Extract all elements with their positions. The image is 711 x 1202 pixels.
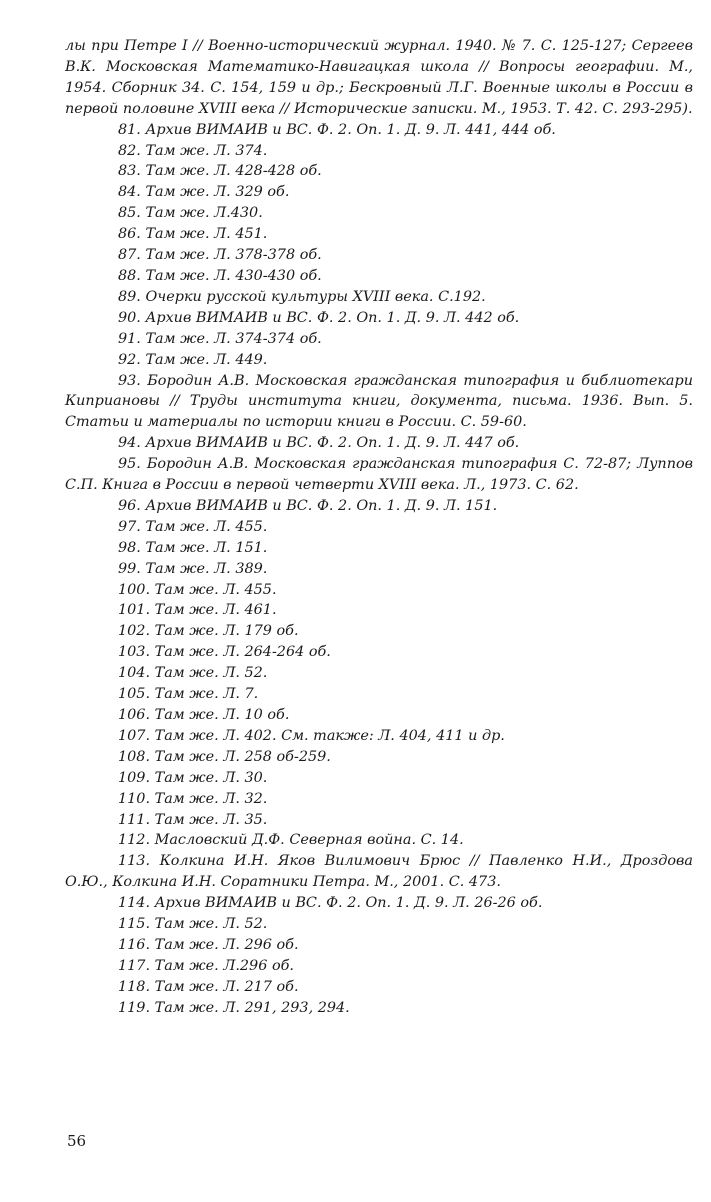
endnote: 105. Там же. Л. 7. bbox=[118, 686, 259, 703]
endnote: 83. Там же. Л. 428-428 об. bbox=[118, 163, 322, 180]
endnote: 85. Там же. Л.430. bbox=[118, 205, 263, 222]
endnote: 84. Там же. Л. 329 об. bbox=[118, 184, 290, 201]
endnote: 108. Там же. Л. 258 об-259. bbox=[118, 748, 331, 765]
endnote: 99. Там же. Л. 389. bbox=[118, 560, 268, 577]
endnote: 87. Там же. Л. 378-378 об. bbox=[118, 247, 322, 264]
endnote: 107. Там же. Л. 402. См. также: Л. 404, 411 и др. bbox=[118, 727, 505, 744]
endnote: 96. Архив ВИМАИВ и ВС. Ф. 2. Оп. 1. Д. 9. Л. 151. bbox=[118, 497, 498, 514]
endnote: 116. Там же. Л. 296 об. bbox=[118, 936, 299, 953]
endnote: 111. Там же. Л. 35. bbox=[118, 811, 268, 828]
endnotes-list bbox=[65, 120, 693, 1019]
endnote: 86. Там же. Л. 451. bbox=[118, 226, 268, 243]
endnote: 117. Там же. Л.296 об. bbox=[118, 957, 294, 974]
endnote: 91. Там же. Л. 374-374 об. bbox=[118, 330, 322, 347]
endnote: 100. Там же. Л. 455. bbox=[118, 581, 277, 598]
endnote: 113. Колкина И.Н. Яков Вилимович Брюс // Павленко Н.И., Дроздова О.Ю., Колкина И.Н. Соратники Петра. М., 2001. С. 473. bbox=[65, 853, 693, 891]
endnote: 103. Там же. Л. 264-264 об. bbox=[118, 644, 331, 661]
endnote: 101. Там же. Л. 461. bbox=[118, 602, 277, 619]
document-page bbox=[65, 36, 693, 1019]
page-number: 56 bbox=[67, 1132, 87, 1150]
endnote: 97. Там же. Л. 455. bbox=[118, 518, 268, 535]
endnote: 82. Там же. Л. 374. bbox=[118, 142, 268, 159]
endnote: 112. Масловский Д.Ф. Северная война. С. 14. bbox=[118, 832, 464, 849]
endnote: 119. Там же. Л. 291, 293, 294. bbox=[118, 999, 350, 1016]
endnote: 118. Там же. Л. 217 об. bbox=[118, 978, 299, 995]
endnote: 93. Бородин А.В. Московская гражданская типография и библиотекари Киприановы // Труды института книги, документа, письма. 1936. Вып. 5. Статьи и материалы по истории книги в России. С. 59-60. bbox=[65, 372, 693, 431]
endnote: 114. Архив ВИМАИВ и ВС. Ф. 2. Оп. 1. Д. 9. Л. 26-26 об. bbox=[118, 895, 543, 912]
endnote: 98. Там же. Л. 151. bbox=[118, 539, 268, 556]
continuation-note: лы при Петре I // Военно-исторический журнал. 1940. № 7. С. 125-127; Сергеев В.К. Московская Математико-Навигацкая школа // Вопросы географии. М., 1954. Сборник 34. С. 154, 159 и др.; Бескровный Л.Г. Военные школы в России в первой половине XVIII века // Исторические записки. М., 1953. Т. 42. С. 293-295). bbox=[65, 38, 693, 117]
endnote: 104. Там же. Л. 52. bbox=[118, 665, 268, 682]
endnote: 95. Бородин А.В. Московская гражданская типография С. 72-87; Луппов С.П. Книга в России в первой четверти XVIII века. Л., 1973. С. 62. bbox=[65, 456, 693, 494]
endnote: 94. Архив ВИМАИВ и ВС. Ф. 2. Оп. 1. Д. 9. Л. 447 об. bbox=[118, 435, 520, 452]
endnote: 88. Там же. Л. 430-430 об. bbox=[118, 267, 322, 284]
endnote: 90. Архив ВИМАИВ и ВС. Ф. 2. Оп. 1. Д. 9. Л. 442 об. bbox=[118, 309, 520, 326]
endnote: 115. Там же. Л. 52. bbox=[118, 916, 268, 933]
endnote: 110. Там же. Л. 32. bbox=[118, 790, 268, 807]
endnote: 102. Там же. Л. 179 об. bbox=[118, 623, 299, 640]
endnote: 109. Там же. Л. 30. bbox=[118, 769, 268, 786]
endnote: 92. Там же. Л. 449. bbox=[118, 351, 268, 368]
endnote: 81. Архив ВИМАИВ и ВС. Ф. 2. Оп. 1. Д. 9. Л. 441, 444 об. bbox=[118, 121, 556, 138]
endnote: 89. Очерки русской культуры XVIII века. С.192. bbox=[118, 288, 486, 305]
endnote: 106. Там же. Л. 10 об. bbox=[118, 707, 290, 723]
